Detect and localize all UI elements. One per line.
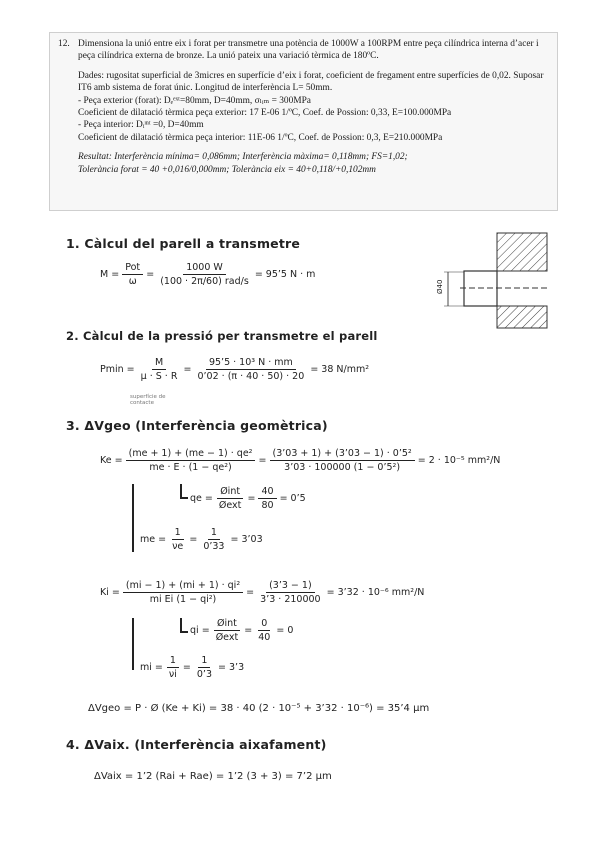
qe-equation	[190, 486, 306, 511]
torque-eq-sign: =	[146, 269, 155, 280]
mi-fraction-1	[166, 655, 180, 680]
ke-result: = 2 · 10⁻⁵ mm²/N	[417, 455, 501, 466]
ke-lhs: Ke =	[100, 455, 123, 466]
mi-num: 1	[167, 655, 179, 668]
ke-bracket-vertical	[132, 484, 134, 552]
qe-num: Øint	[217, 486, 243, 499]
qi-den: Øext	[215, 632, 239, 643]
torque-fraction-2	[157, 262, 252, 287]
qi-bracket-horizontal	[180, 631, 188, 633]
ke-num: (me + 1) + (me − 1) · qe²	[126, 448, 256, 461]
qi-den2: 40	[258, 632, 271, 643]
problem-result-1: Resultat: Interferència mínima= 0,086mm; Interferència màxima= 0,118mm; FS=1,02;	[78, 152, 408, 163]
problem-result-2: Tolerància forat = 40 +0,016/0,000mm; Tolerància eix = 40+0,118/+0,102mm	[78, 164, 376, 175]
me-den2: 0’33	[203, 541, 225, 552]
dvaix-equation: ΔVaix = 1’2 (Rai + Rae) = 1’2 (3 + 3) = 7’2 μm	[94, 771, 332, 782]
section-3-title: 3. ΔVgeo (Interferència geomètrica)	[66, 418, 328, 433]
me-num2: 1	[208, 527, 220, 540]
problem-statement-box	[49, 32, 558, 211]
ki-result: = 3’32 · 10⁻⁶ mm²/N	[326, 587, 425, 598]
pressure-equation	[100, 357, 369, 382]
me-num: 1	[172, 527, 184, 540]
pressure-result: = 38 N/mm²	[310, 364, 370, 375]
problem-int-coef: Coeficient de dilatació tèrmica peça interior: 11E-06 1/ºC, Coef. de Possion: 0,3, E=210.000MPa	[78, 132, 443, 143]
ke-den: me · E · (1 − qe²)	[149, 462, 232, 473]
contact-surface-note: superfície de contacte	[130, 394, 166, 406]
me-den: νe	[172, 541, 184, 552]
problem-data-intro: Dades: rugositat superficial de 3micres en superfície d’eix i forat, coeficient de fregament entre superfícies de 0,02. Suposar IT6 amb sistema de forat únic. Longitud de interferència L= 50mm.	[78, 70, 544, 94]
qi-bracket-vertical	[180, 618, 182, 632]
diagram-diameter-label: Ø40	[436, 279, 444, 294]
qi-num2: 0	[258, 618, 270, 631]
ki-lhs: Ki =	[100, 587, 120, 598]
mi-lhs: mi =	[140, 662, 163, 673]
problem-ext-coef: Coeficient de dilatació tèrmica peça exterior: 17 E-06 1/ºC, Coef. de Possion: 0,33, E=100.000MPa	[78, 108, 452, 119]
section-1-title: 1. Càlcul del parell a transmetre	[66, 236, 301, 251]
ki-eq-sign: =	[246, 587, 255, 598]
shaft-hole-diagram	[420, 226, 555, 331]
qi-lhs: qi =	[190, 625, 210, 636]
problem-number: 12.	[58, 39, 70, 49]
me-fraction-2	[200, 527, 227, 552]
pressure-lhs: Pmin =	[100, 364, 135, 375]
ke-num2: (3’03 + 1) + (3’03 − 1) · 0’5²	[270, 448, 415, 461]
me-result: = 3’03	[230, 534, 263, 545]
mi-den: νi	[168, 669, 177, 680]
qe-den: Øext	[218, 500, 242, 511]
qi-fraction-1	[213, 618, 242, 643]
ki-den: mi Ei (1 − qi²)	[149, 594, 217, 605]
problem-header	[58, 38, 549, 63]
qi-eq-sign: =	[244, 625, 253, 636]
ke-eq-sign: =	[258, 455, 267, 466]
problem-statement: Dimensiona la unió entre eix i forat per transmetre una potència de 1000W a 100RPM entre peça cilíndrica interna d’acer i peça cilíndrica externa de bronze. La unió pateix una variació tèrmica de 180ºC.	[78, 39, 539, 62]
pressure-f2-num: 95’5 · 10³ N · mm	[206, 357, 296, 370]
qe-bracket-horizontal	[180, 497, 188, 499]
ki-bracket-vertical	[132, 618, 134, 670]
dvgeo-equation: ΔVgeo = P · Ø (Ke + Ki) = 38 · 40 (2 · 10⁻⁵ + 3’32 · 10⁻⁶) = 35’4 μm	[88, 703, 430, 714]
me-fraction-1	[169, 527, 186, 552]
torque-equation	[100, 262, 315, 287]
section-4-title: 4. ΔVaix. (Interferència aixafament)	[66, 737, 327, 752]
ki-fraction-2	[257, 580, 323, 605]
pressure-fraction-1	[138, 357, 181, 382]
qi-num: Øint	[214, 618, 240, 631]
ki-den2: 3’3 · 210000	[260, 594, 321, 605]
pressure-f1-den: μ · S · R	[140, 371, 178, 382]
torque-result: = 95’5 N · m	[254, 269, 316, 280]
ke-den2: 3’03 · 100000 (1 − 0’5²)	[284, 462, 401, 473]
section-2-title: 2. Càlcul de la pressió per transmetre el parell	[66, 329, 378, 343]
qe-den2: 80	[261, 500, 274, 511]
mi-den2: 0’3	[196, 669, 212, 680]
qi-fraction-2	[255, 618, 273, 643]
diagram-lower-hatch	[497, 306, 547, 328]
problem-ext-piece: - Peça exterior (forat): Dₑᵉˣᵗ=80mm, D=40mm, σₗᵢₘ = 300MPa	[78, 95, 311, 106]
ke-equation	[100, 448, 500, 473]
me-eq-sign: =	[189, 534, 198, 545]
mi-equation	[140, 655, 244, 680]
mi-result: = 3’3	[218, 662, 245, 673]
qe-bracket-vertical	[180, 484, 182, 498]
torque-fraction-1	[122, 262, 143, 287]
ke-fraction-1	[126, 448, 256, 473]
qi-result: = 0	[276, 625, 294, 636]
qi-equation	[190, 618, 293, 643]
ki-fraction-1	[123, 580, 243, 605]
ki-num: (mi − 1) + (mi + 1) · qi²	[123, 580, 243, 593]
me-equation	[140, 527, 263, 552]
pressure-f1-num: M	[152, 357, 166, 370]
mi-fraction-2	[194, 655, 215, 680]
torque-lhs: M =	[100, 269, 120, 280]
mi-num2: 1	[198, 655, 210, 668]
problem-int-piece: - Peça interior: Dᵢᶦⁿᵗ =0, D=40mm	[78, 120, 204, 131]
qe-fraction-1	[216, 486, 245, 511]
mi-eq-sign: =	[182, 662, 191, 673]
ki-num2: (3’3 − 1)	[266, 580, 315, 593]
qe-result: = 0’5	[279, 493, 306, 504]
qe-fraction-2	[258, 486, 276, 511]
pressure-fraction-2	[194, 357, 307, 382]
torque-f1-num: Pot	[122, 262, 143, 275]
pressure-f2-den: 0’02 · (π · 40 · 50) · 20	[197, 371, 305, 382]
ki-equation	[100, 580, 424, 605]
me-lhs: me =	[140, 534, 167, 545]
qe-eq-sign: =	[247, 493, 256, 504]
diagram-shaft	[464, 271, 497, 306]
qe-lhs: qe =	[190, 493, 213, 504]
diagram-upper-hatch	[497, 233, 547, 271]
ke-fraction-2	[270, 448, 415, 473]
torque-f2-den: (100 · 2π/60) rad/s	[160, 276, 249, 287]
torque-f1-den: ω	[128, 276, 137, 287]
torque-f2-num: 1000 W	[183, 262, 226, 275]
pressure-eq-sign: =	[183, 364, 192, 375]
qe-num2: 40	[258, 486, 276, 499]
